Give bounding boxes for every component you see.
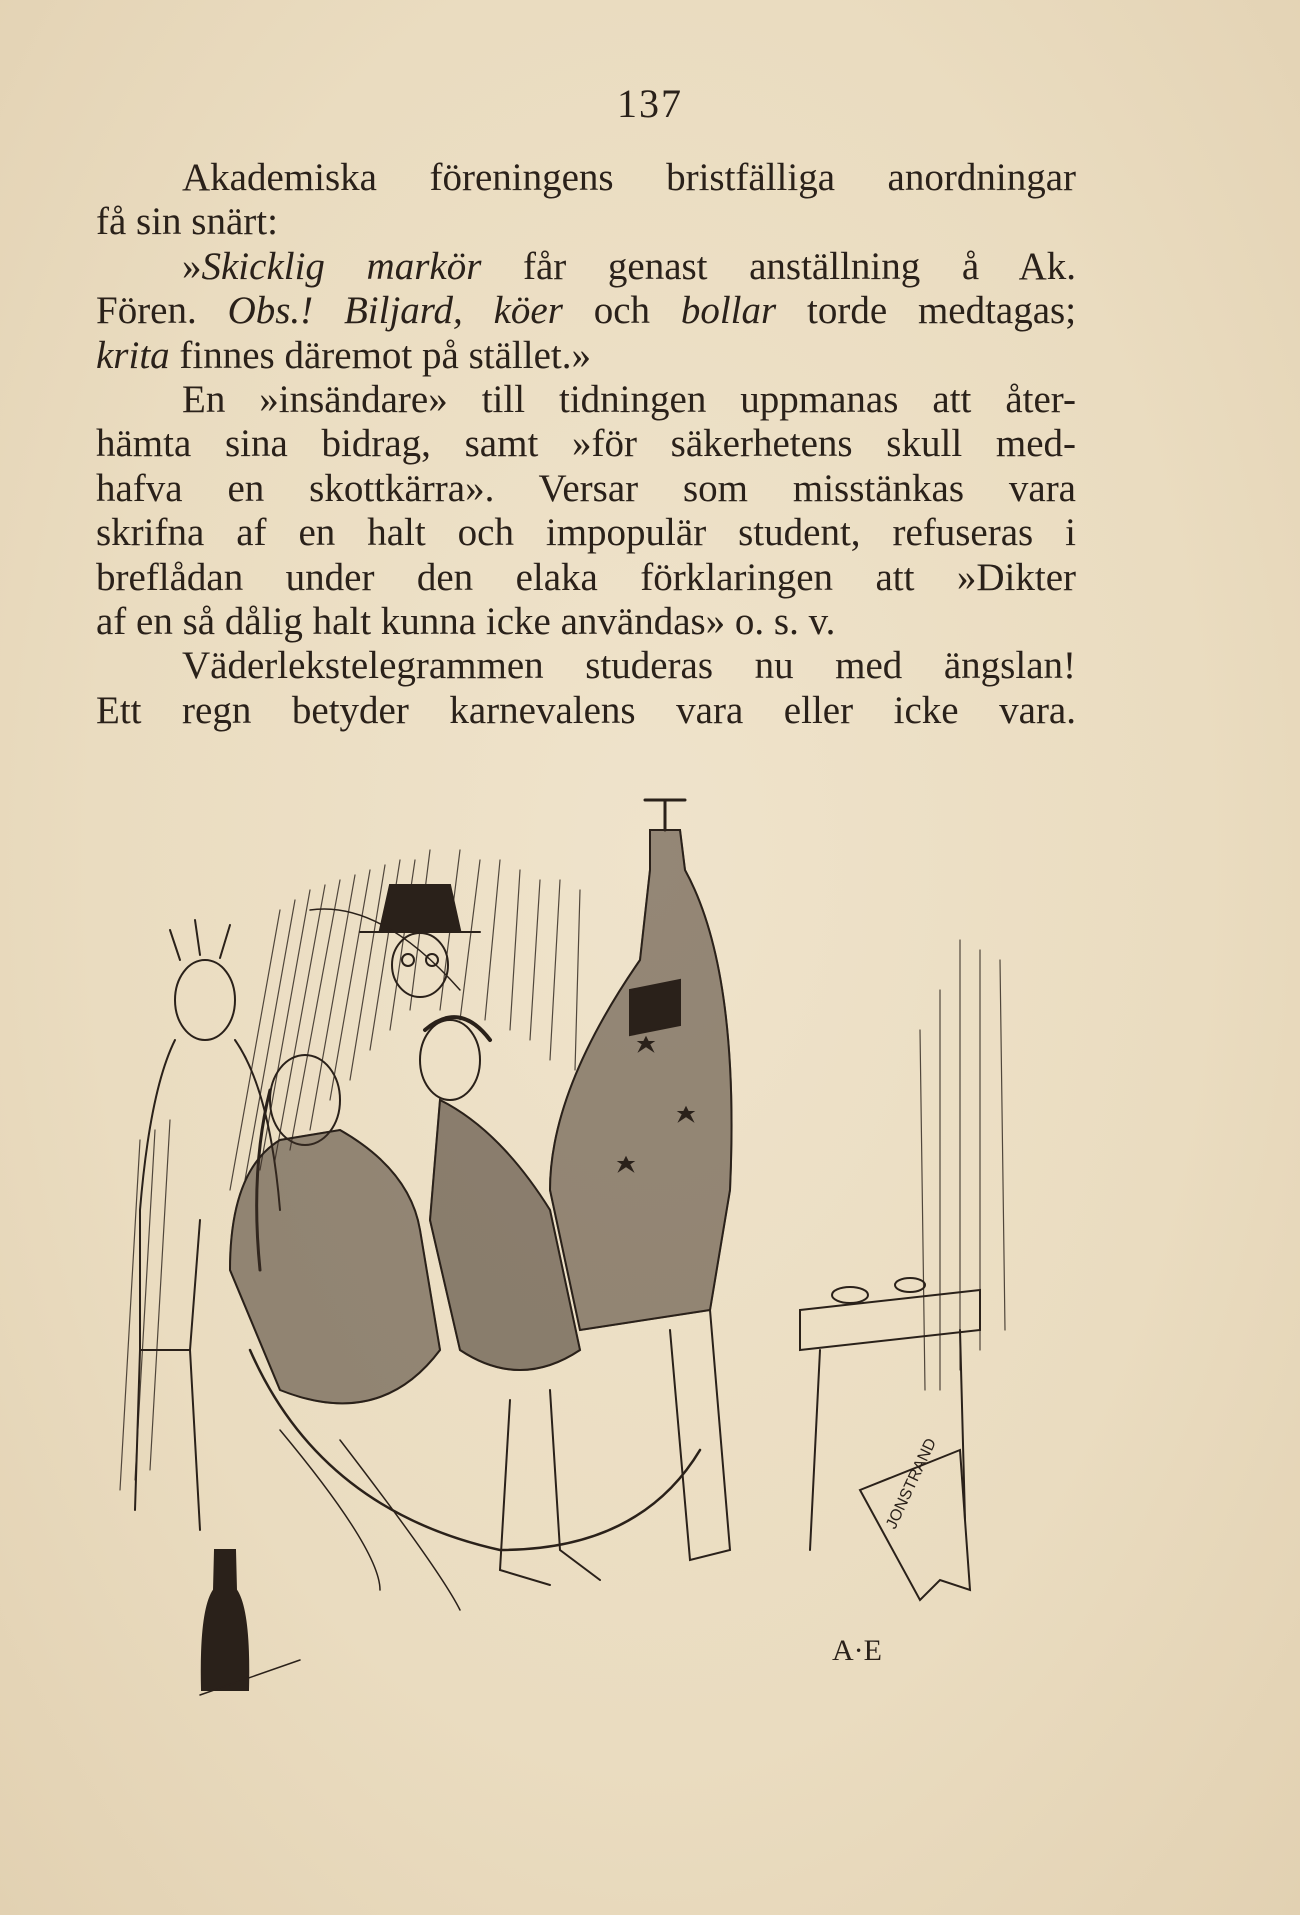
text-line: af en så dålig halt kunna icke användas» o. s. v. xyxy=(96,600,836,644)
carnival-scene-drawing xyxy=(80,790,1080,1790)
text-line: Fören. Obs.! Biljard, köer och bollar torde medtagas; xyxy=(96,289,1077,333)
text-line: En »insändare» till tidningen uppmanas att åter- xyxy=(182,378,1076,422)
paragraph-4 xyxy=(96,644,1076,733)
text-line: Akademiska föreningens bristfälliga anordningar xyxy=(182,156,1076,199)
text-line: hämta sina bidrag, samt »för säkerhetens skull med- xyxy=(96,422,1076,466)
text-line: hafva en skottkärra». Versar som misstänkas vara xyxy=(96,466,1076,510)
paragraph-1 xyxy=(96,156,1076,245)
body-text xyxy=(96,156,1076,733)
text-line: Ett regn betyder karnevalens vara eller icke vara. xyxy=(96,688,1076,732)
ribbon-banner xyxy=(860,1436,970,1600)
text-line: få sin snärt: xyxy=(96,200,278,244)
bottle-costume xyxy=(550,800,732,1560)
banner-text: JONSTRAND xyxy=(883,1435,940,1532)
pen-drawing-illustration xyxy=(80,790,1080,1790)
text-line: »Skicklig markör får genast anställning å Ak. xyxy=(182,244,1077,288)
paragraph-3 xyxy=(96,378,1076,644)
text-line: breflådan under den elaka förklaringen att »Dikter xyxy=(96,555,1076,599)
page-number: 137 xyxy=(617,81,683,126)
paragraph-2 xyxy=(96,245,1076,378)
text-line: krita finnes däremot på stället.» xyxy=(96,333,591,377)
floor-bottle xyxy=(200,1550,300,1695)
text-line: skrifna af en halt och impopulär student, refuseras i xyxy=(96,511,1076,555)
text-line: Väderlekstelegrammen studeras nu med ängslan! xyxy=(182,644,1076,688)
artist-signature: A·E xyxy=(832,1634,882,1667)
